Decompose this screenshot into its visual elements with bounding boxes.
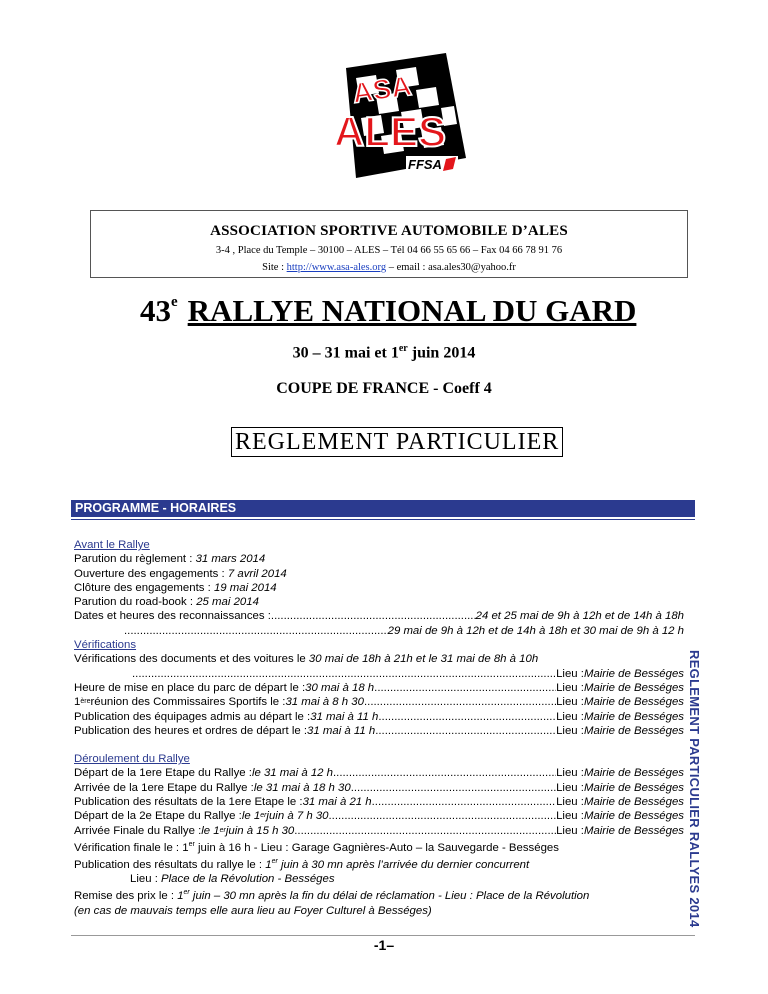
lieu-value: Mairie de Bességes	[583, 781, 684, 794]
lieu-label: Lieu :	[556, 810, 584, 823]
lieu-label: Lieu :	[556, 681, 584, 694]
line-sup: er	[271, 858, 278, 866]
line-label: Publication des résultats du rallye le :	[74, 858, 266, 871]
line-sup: er	[188, 840, 195, 848]
line-value: 31 mai à 11 h	[307, 724, 376, 737]
spacer	[74, 738, 684, 752]
verif-line	[74, 710, 684, 724]
event-name: RALLYE NATIONAL DU GARD	[187, 293, 637, 328]
line-label: juin à 16 h - Lieu : Garage Gagnières-Auto – la Sauvegarde - Bességes	[194, 841, 559, 854]
line-sup: er	[260, 812, 267, 820]
line-value: le 31 mai à 18 h 30	[253, 781, 351, 794]
line-value: 29 mai de 9h à 12h et de 14h à 18h et 30 mai de 9h à 12 h	[387, 624, 684, 637]
dates-sup: er	[398, 343, 408, 354]
avant-line	[74, 609, 684, 623]
deroul-line	[74, 872, 684, 886]
line-label: Vérification finale le : 1	[74, 841, 189, 854]
line-label: Parution du règlement :	[74, 553, 196, 566]
line-label: Publication des équipages admis au départ le :	[74, 710, 311, 723]
verif-line	[74, 724, 684, 738]
line-value: juin – 30 mn après la fin du délai de réclamation - Lieu : Place de la Révolution	[189, 890, 590, 903]
leader-dots	[364, 695, 556, 709]
leader-dots	[329, 809, 557, 823]
leader-dots	[374, 681, 556, 695]
reglement-title: REGLEMENT PARTICULIER	[231, 427, 563, 457]
line-value: 25 mai 2014	[196, 596, 259, 609]
leader-dots	[124, 624, 388, 638]
dates-part-a: 30 – 31 mai et 1	[292, 344, 399, 362]
line-label: Parution du road-book :	[74, 596, 197, 609]
line-value: juin à 7 h 30	[266, 810, 329, 823]
lieu-value: Mairie de Bességes	[583, 667, 684, 680]
lieu-label: Lieu :	[556, 824, 584, 837]
deroul-line	[74, 886, 684, 903]
line-label: Clôture des engagements :	[74, 581, 214, 594]
avant-line	[74, 552, 684, 566]
leader-dots	[375, 724, 556, 738]
asa-ales-logo	[316, 48, 476, 188]
line-value: 30 mai à 18 h	[305, 681, 375, 694]
line-value: Place de la Révolution - Bességes	[161, 873, 335, 886]
line-label: Départ de la 1ere Etape du Rallye :	[74, 767, 252, 780]
logo-ffsa-text: FFSA	[408, 157, 442, 172]
deroul-line	[74, 795, 684, 809]
leader-dots	[351, 781, 556, 795]
line-label: Publication des heures et ordres de départ le :	[74, 724, 308, 737]
line-value: 24 et 25 mai de 9h à 12h et de 14h à 18h	[475, 610, 684, 623]
logo-ales-text: ALES	[334, 108, 447, 155]
line-label: Arrivée Finale du Rallye :	[74, 824, 202, 837]
line-value: le 1	[241, 810, 261, 823]
lieu-label: Lieu :	[556, 767, 584, 780]
line-sup: ère	[80, 698, 91, 706]
lieu-label: Lieu :	[556, 781, 584, 794]
line-value: 1	[177, 890, 184, 903]
site-link[interactable]: http://www.asa-ales.org	[286, 262, 387, 273]
line-value: 30 mai de 18h à 21h et le 31 mai de 8h à 10h	[308, 653, 539, 666]
deroul-line	[74, 824, 684, 838]
verif-line	[74, 695, 684, 709]
section-header: PROGRAMME - HORAIRES	[71, 500, 695, 517]
association-contact	[91, 261, 687, 274]
deroul-line	[74, 766, 684, 780]
line-value: 31 mai à 8 h 30	[285, 696, 364, 709]
email-text: – email : asa.ales30@yahoo.fr	[386, 262, 516, 273]
association-address: 3-4 , Place du Temple – 30100 – ALES – Tél 04 66 55 65 66 – Fax 04 66 78 91 76	[215, 245, 563, 256]
lieu-label: Lieu :	[556, 710, 584, 723]
footer-divider	[71, 935, 695, 936]
lieu-label: Lieu :	[556, 696, 584, 709]
avant-line	[74, 567, 684, 581]
line-label: Lieu :	[130, 873, 162, 886]
event-title	[140, 293, 636, 329]
line-label: Publication des résultats de la 1ere Etape le :	[74, 796, 303, 809]
line-prefix: 1	[74, 696, 81, 709]
avant-line	[74, 624, 684, 638]
line-value: 7 avril 2014	[227, 567, 287, 580]
deroul-line	[74, 809, 684, 823]
lieu-value: Mairie de Bességes	[583, 696, 684, 709]
line-label: réunion des Commissaires Sportifs le :	[90, 696, 286, 709]
logo-asa-text: ASA	[350, 70, 414, 109]
line-value: 1	[265, 858, 272, 871]
leader-dots	[294, 824, 556, 838]
leader-dots	[333, 766, 556, 780]
line-label: Ouverture des engagements :	[74, 567, 228, 580]
line-label: Dates et heures des reconnaissances :	[74, 610, 271, 623]
line-label: Heure de mise en place du parc de départ le :	[74, 681, 306, 694]
line-label: Arrivée de la 1ere Etape du Rallye :	[74, 781, 254, 794]
side-vertical-title: REGLEMENT PARTICULIER RALLYES 2014	[687, 650, 702, 928]
lieu-value: Mairie de Bességes	[583, 796, 684, 809]
event-dates	[0, 343, 768, 362]
deroul-line	[74, 904, 684, 918]
verif-heading: Vérifications	[74, 639, 137, 652]
line-label: Départ de la 2e Etape du Rallye :	[74, 810, 242, 823]
deroul-line	[74, 838, 684, 855]
lieu-value: Mairie de Bességes	[583, 681, 684, 694]
verif-line	[74, 681, 684, 695]
lieu-value: Mairie de Bességes	[583, 710, 684, 723]
association-title: ASSOCIATION SPORTIVE AUTOMOBILE D’ALES	[210, 223, 568, 239]
verif-line	[74, 652, 684, 666]
lieu-value: Mairie de Bességes	[583, 767, 684, 780]
leader-dots	[132, 667, 556, 681]
line-value: 19 mai 2014	[213, 581, 277, 594]
avant-line	[74, 595, 684, 609]
line-value: 31 mars 2014	[195, 553, 266, 566]
line-value: le 31 mai à 12 h	[251, 767, 333, 780]
line-value: 31 mai à 11 h	[310, 710, 379, 723]
dates-part-b: juin 2014	[407, 344, 476, 362]
lieu-value: Mairie de Bességes	[583, 724, 684, 737]
avant-line	[74, 581, 684, 595]
line-value: juin à 15 h 30	[225, 824, 295, 837]
coupe-de-france: COUPE DE FRANCE - Coeff 4	[276, 380, 492, 397]
lieu-label: Lieu :	[556, 724, 584, 737]
event-number-sup: e	[171, 293, 178, 310]
line-label: Vérifications des documents et des voitures le	[74, 653, 309, 666]
line-value: 31 mai à 21 h	[302, 796, 372, 809]
line-value: juin à 30 mn après l’arrivée du dernier concurrent	[277, 858, 530, 871]
lieu-label: Lieu :	[556, 667, 584, 680]
line-sup: er	[183, 889, 190, 897]
deroul-line	[74, 781, 684, 795]
line-value: (en cas de mauvais temps elle aura lieu au Foyer Culturel à Bességes)	[74, 904, 432, 917]
lieu-label: Lieu :	[556, 796, 584, 809]
lieu-value: Mairie de Bességes	[583, 810, 684, 823]
leader-dots	[378, 710, 556, 724]
line-label: Remise des prix le :	[74, 890, 178, 903]
line-sup: er	[219, 826, 226, 834]
verif-line	[74, 667, 684, 681]
avant-heading: Avant le Rallye	[74, 539, 150, 551]
page-number: -1–	[373, 937, 395, 953]
leader-dots	[372, 795, 556, 809]
deroul-line	[74, 855, 684, 872]
lieu-value: Mairie de Bességes	[583, 824, 684, 837]
association-header	[90, 210, 688, 278]
event-number: 43	[140, 293, 171, 328]
section-divider	[71, 519, 695, 520]
site-prefix: Site :	[262, 262, 287, 273]
line-value: le 1	[201, 824, 220, 837]
leader-dots	[271, 609, 476, 623]
programme-content	[74, 538, 684, 918]
deroul-heading: Déroulement du Rallye	[74, 753, 190, 766]
